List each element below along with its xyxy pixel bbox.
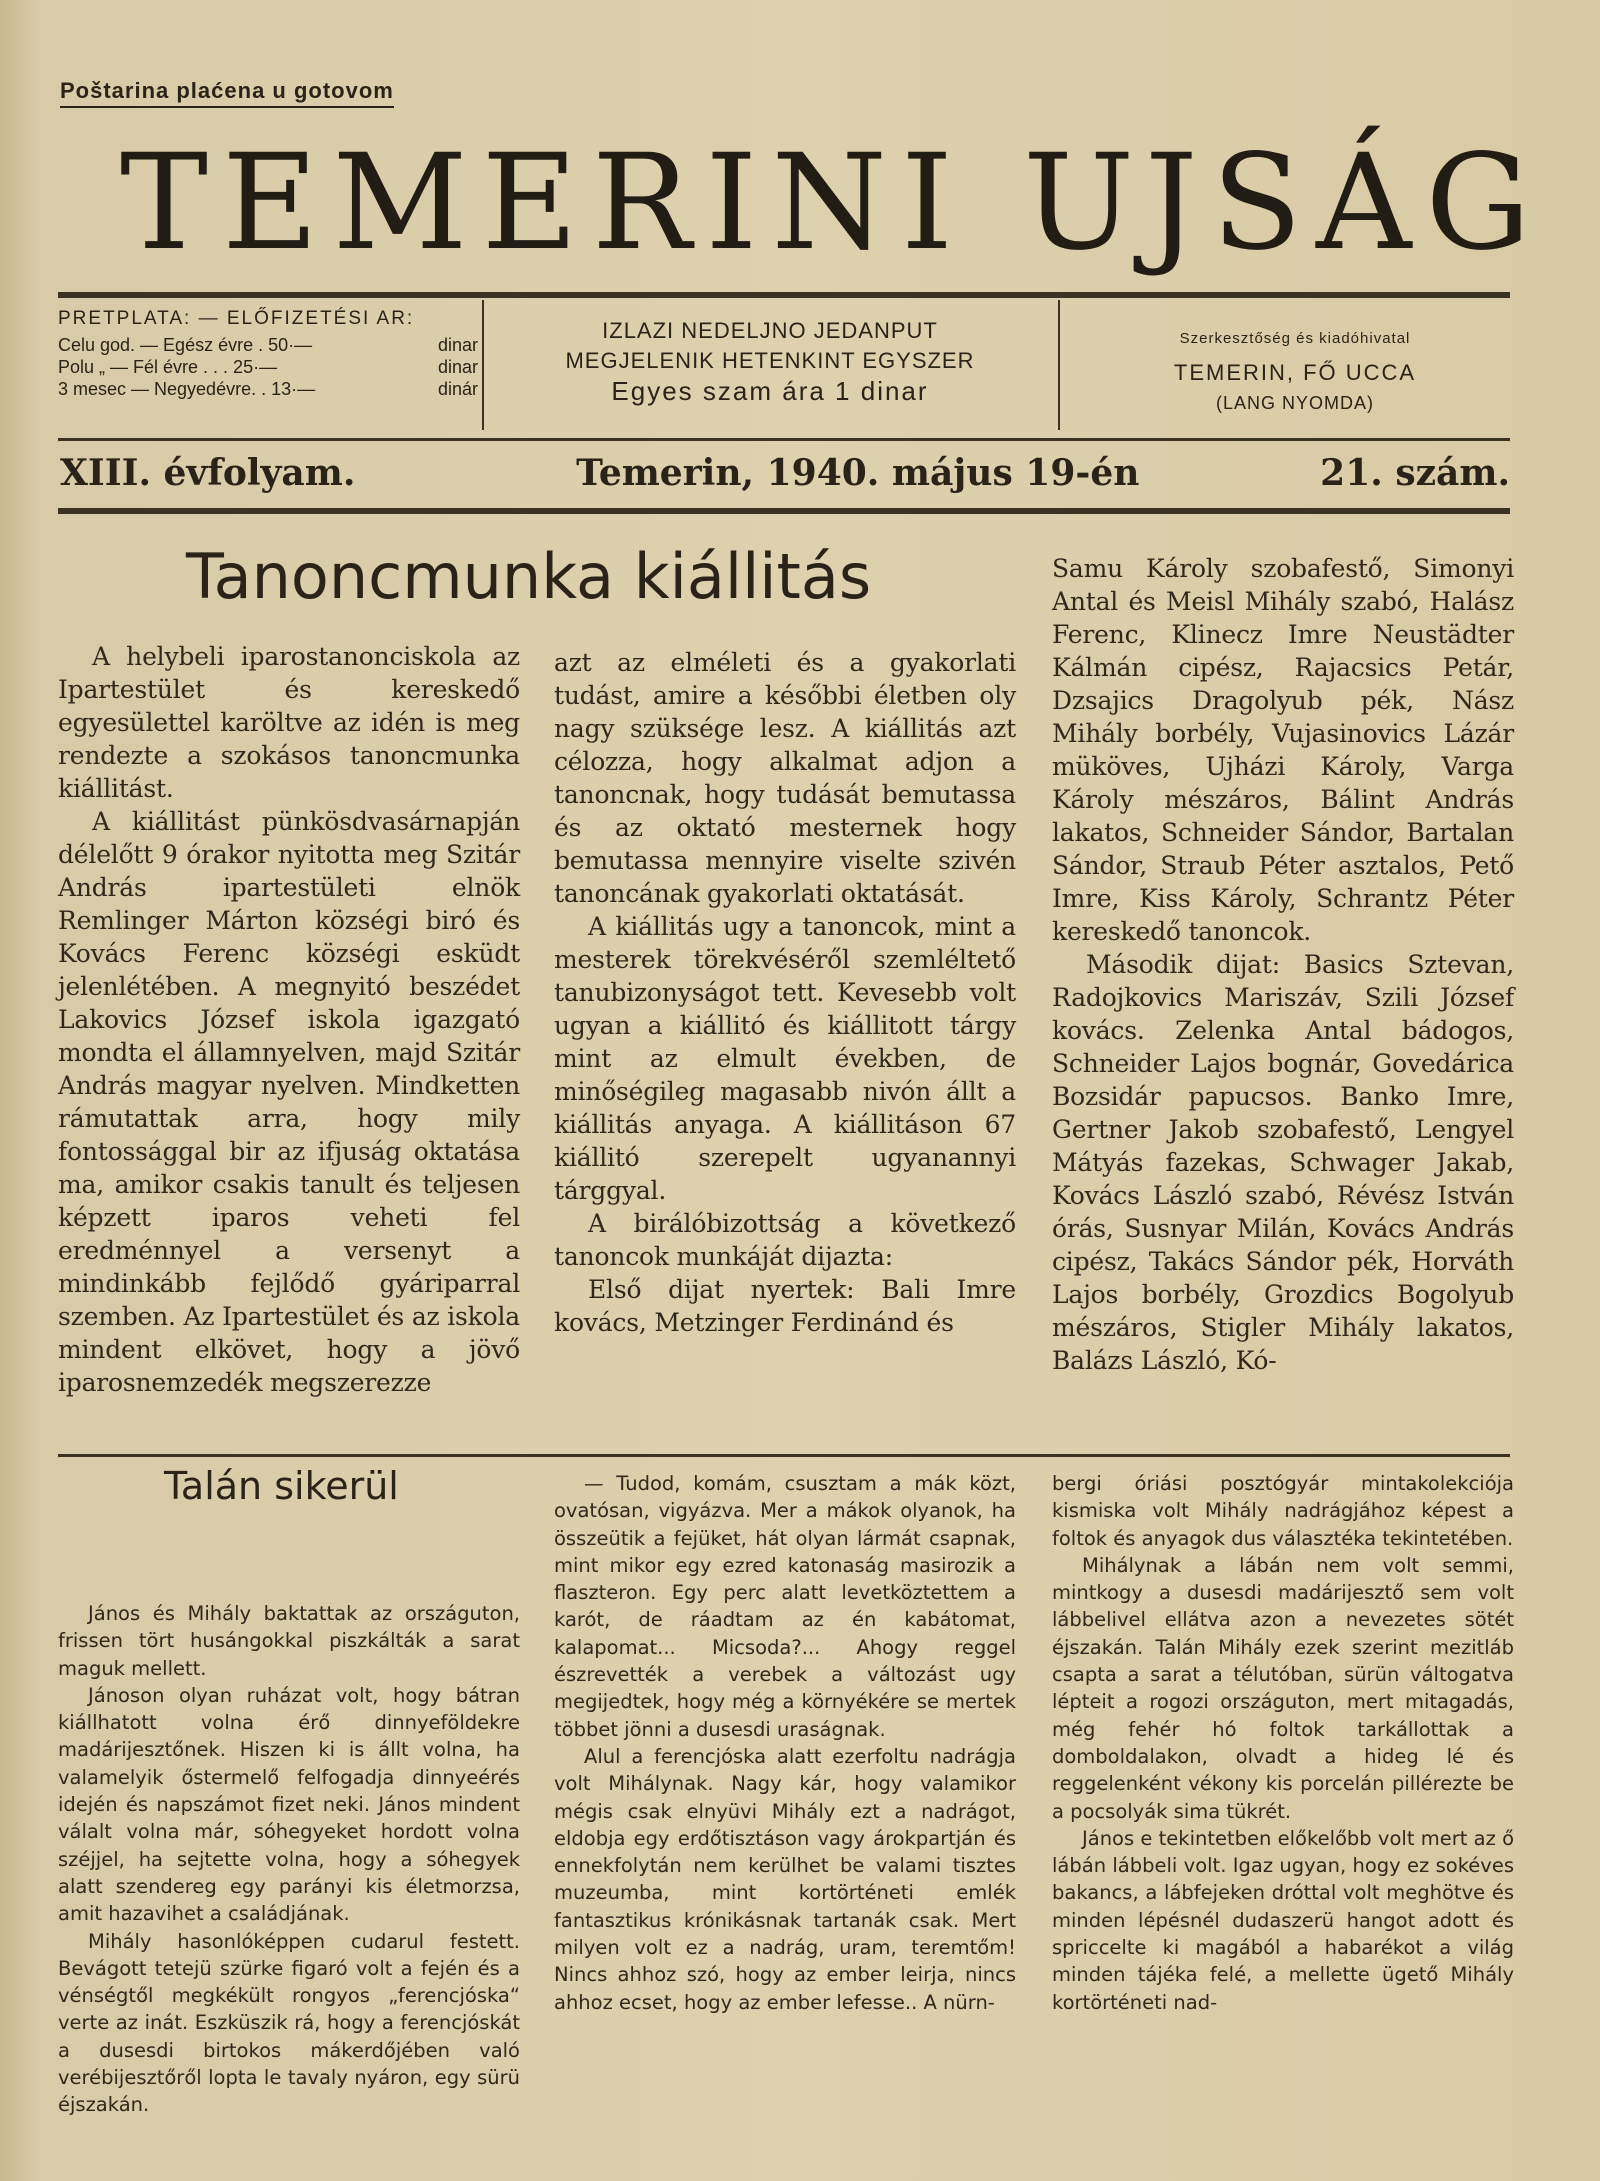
publication-box [490,316,1050,406]
editorial-printer: (LANG NYOMDA) [1215,393,1374,413]
masthead-title: TEMERINI UJSÁG [120,126,1545,280]
paragraph: A kiállitás ugy a tanoncok, mint a mesterek törekvéséről szemléltető tanubizonyságot tett. Kevesebb volt ugyan a kiállitó és kiállitott tárgy mint az elmult években, de minőségileg magasabb nivón állt a kiállitás anyaga. A kiállitáson 67 kiállitó szerepelt ugyanannyi tárggyal. [554,912,1016,1205]
subscription-row [58,334,478,356]
info-divider [1058,300,1060,430]
subscription-label: 3 mesec — Negyedévre. . 13·— [58,379,316,399]
subscription-row [58,356,478,378]
issue-line [60,452,1510,494]
subscription-currency: dinar [437,335,478,355]
subscription-label: Polu „ — Fél évre . . . 25·— [58,357,278,377]
subscription-box [58,308,478,400]
rule-info-bottom [58,438,1510,441]
paragraph: A birálóbizottság a következő tanoncok munkáját dijazta: [554,1209,1016,1271]
paragraph: azt az elméleti és a gyakorlati tudást, amire a későbbi életben oly nagy szüksége lesz. A kiállitás azt célozza, hogy alkalmat adjon a tanoncnak, hogy tudását bemutassa és az oktató mesternek hogy bemutassa mennyire viselte szivén tanoncának gyakorlati oktatását. [554,648,1016,908]
paragraph: Jánoson olyan ruházat volt, hogy bátran kiállhatott volna érő dinnyeföldekre madárijesztőnek. Hiszen ki is állt volna, ha valamelyik őstermelő felfogadja dinnyeérés idején és napszámot fizet neki. János mindent válalt volna már, sóhegyeket hordott volna széjjel, ha sejtette volna, hogy a sóhegyek alatt szendereg egy parányi kis életmorzsa, amit hazavihet a családjának. [58,1683,520,1926]
postal-note: Poštarina plaćena u gotovom [60,78,394,108]
story-column [58,1600,520,2119]
publication-line: MEGJELENIK HETENKINT EGYSZER [565,348,975,373]
editorial-address: TEMERIN, FŐ UCCA [1173,360,1417,385]
paragraph: bergi óriási posztógyár mintakolekciója kismiska volt Mihály nadrágjához képest a foltok és anyagok dus választéka tekintetében. [1052,1472,1514,1550]
subscription-currency: dinár [437,379,478,399]
paragraph: Samu Károly szobafestő, Simonyi Antal és Meisl Mihály szabó, Halász Ferenc, Klinecz Imre Neustädter Kálmán cipész, Rajacsics Petár, Dzsajics Dragolyub pék, Nász Mihály borbély, Vujasinovics Lázár müköves, Ujházi Károly, Varga Károly mészáros, Bálint András lakatos, Schneider Sándor, Bartalan Sándor, Straub Péter asztalos, Pető Imre, Kiss Károly, Schrantz Péter kereskedő tanoncok. [1052,554,1514,946]
story-column [1052,1470,1514,2016]
paragraph: Mihálynak a lábán nem volt semmi, mintkogy a dusesdi madárijesztő sem volt lábbelivel ellátva azon a nevezetes sötét éjszakán. Talán Mihály ezek szerint mezitláb csapta a sarat a télutóban, sürün váltogatva lépteit a rogozi országuton, mert mitagadás, még fehér hó foltok tarkállottak a domboldalakon, olvadt a hideg lé és reggelenként vékony kis porcelán pillérezte be a pocsolyák sima tükrét. [1052,1553,1514,1823]
rule-section-divider [58,1454,1510,1457]
story-column [554,1470,1016,2016]
publication-price: Egyes szam ára 1 dinar [611,376,929,406]
paragraph: A kiállitást pünkösdvasárnapján délelőtt 9 órakor nyitotta meg Szitár András ipartestületi elnök Remlinger Márton községi biró és Kovács Ferenc községi esküdt jelenlétében. A megnyitó beszédet Lakovics József iskola igazgató mondta el államnyelven, majd Szitár András magyar nyelven. Mindketten rámutattak arra, hogy mily fontossággal bir az ifjuság oktatása ma, amikor csakis tanult és teljesen képzett iparos veheti fel eredménnyel a versenyt a mindinkább fejlődő gyáriparral szemben. Az Ipartestület és az iskola mindent elkövet, hogy a jövő iparosnemzedék megszerezze [58,807,520,1397]
paragraph: A helybeli iparostanonciskola az Ipartestület és kereskedő egyesülettel karöltve az idén is meg rendezte a szokásos tanoncmunka kiállitást. [58,642,520,803]
issue-place-date: Temerin, 1940. május 19-én [576,452,1140,494]
editorial-box [1080,322,1510,416]
subscription-header: PRETPLATA: — ELŐFIZETÉSI AR: [58,308,415,329]
paragraph: János és Mihály baktattak az országuton, frissen tört husángokkal piszkálták a sarat maguk mellett. [58,1602,520,1680]
paragraph: Első dijat nyertek: Bali Imre kovács, Metzinger Ferdinánd és [554,1275,1016,1337]
story-title: Talán sikerül [164,1464,399,1508]
article-column [58,640,520,1399]
paragraph: — Tudod, komám, csusztam a mák közt, ovatósan, vigyázva. Mer a mákok olyanok, ha összeütik a fejüket, hát olyan lármát csapnak, mint mikor egy ezred katonaság masirozik a flaszteron. Egy perc alatt levetköztettem a karót, de ráadtam az én kabátomat, kalapomat... Micsoda?... Ahogy reggel észrevették a verebek a változást ugy megijedtek, hogy még a környékére se mertek többet jönni a dusesdi uraságnak. [554,1472,1016,1741]
subscription-label: Celu god. — Egész évre . 50·— [58,335,313,355]
article-column [554,646,1016,1339]
rule-top [58,292,1510,298]
subscription-currency: dinar [437,357,478,377]
info-divider [482,300,484,430]
publication-line: IZLAZI NEDELJNO JEDANPUT [602,318,938,343]
subscription-row [58,378,478,400]
article-title: Tanoncmunka kiállitás [186,540,872,613]
article-column [1052,552,1514,1377]
issue-number: 21. szám. [1320,452,1510,494]
issue-volume: XIII. évfolyam. [60,452,356,494]
paragraph: Második dijat: Basics Sztevan, Radojkovics Mariszáv, Szili József kovács. Zelenka Antal bádogos, Schneider Lajos bognár, Govedárica Bozsidár papucsos. Banko Imre, Gertner Jakob szobafestő, Lengyel Mátyás fazekas, Schwager Jakab, Kovács László szabó, Révész István órás, Susnyar Milán, Kovács András cipész, Takács Sándor pék, Horváth Lajos borbély, Grozdics Bogolyub mészáros, Stigler Mihály lakatos, Balázs László, Kó- [1052,950,1514,1375]
editorial-line: Szerkesztőség és kiadóhivatal [1179,330,1411,347]
paragraph: János e tekintetben előkelőbb volt mert az ő lábán lábbeli volt. Igaz ugyan, hogy ez sokéves bakancs, a lábfejeken dróttal volt meghötve és minden lépésnél dudaszerü hangot adott és spriccelte ki magából a habarékot a világ minden tájéka felé, a mellette ügető Mihály kortörténeti nad- [1052,1826,1514,2014]
paragraph: Mihály hasonlóképpen cudarul festett. Bevágott tetejü szürke figaró volt a fején és a vénségtől megkékült rongyos „ferencjóska“ verte az inát. Eszküszik rá, hogy a ferencjóskát a dusesdi birtokos mákerdőjében való verébijesztőről lopta le tavaly nyáron, egy sürü éjszakán. [58,1929,520,2117]
rule-issue-bottom [58,508,1510,514]
paragraph: Alul a ferencjóska alatt ezerfoltu nadrágja volt Mihálynak. Nagy kár, hogy valamikor mégis csak elnyüvi Mihály ezt a nadrágot, eldobja egy erdőtisztáson vagy árokpartján és ennekfolytán nem kerülhet be valami tisztes muzeumba, mint kortörténeti emlék fantasztikus krónikásnak tartanák csak. Mert milyen volt ez a nadrág, uram, teremtőm! Nincs ahhoz szó, hogy az ember leirja, nincs ahhoz ecset, hogy az ember lefesse.. A nürn- [554,1744,1016,2014]
